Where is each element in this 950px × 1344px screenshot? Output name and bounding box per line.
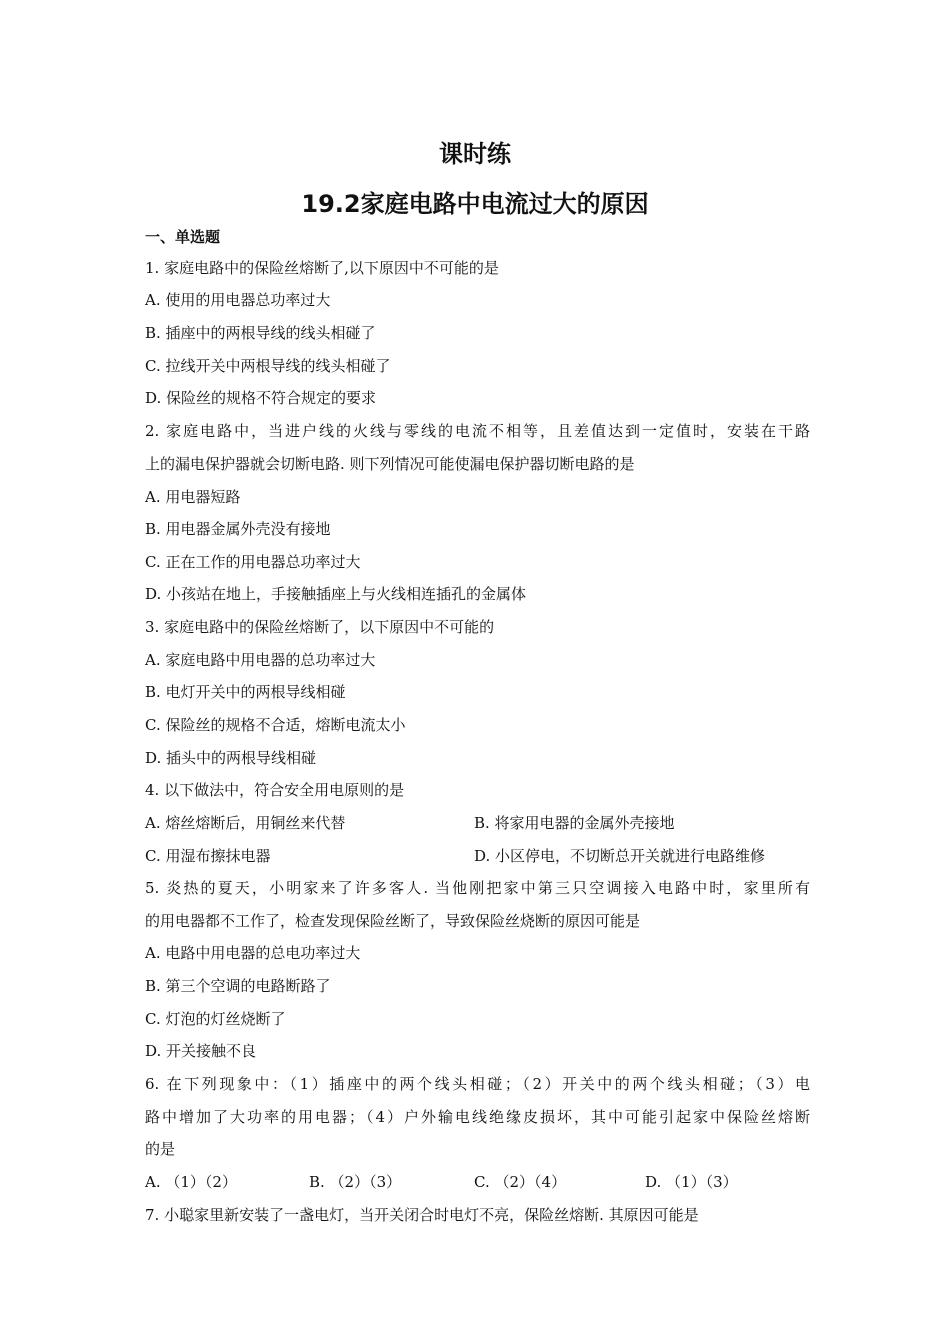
question-4-option-a: A. 熔丝熔断后，用铜丝来代替 (145, 814, 346, 832)
question-4-stem: 4. 以下做法中，符合安全用电原则的是 (145, 781, 405, 799)
question-1-option-c: C. 拉线开关中两根导线的线头相碰了 (145, 357, 391, 375)
question-2-option-c: C. 正在工作的用电器总功率过大 (145, 553, 361, 571)
question-2-stem-line-1: 2. 家庭电路中，当进户线的火线与零线的电流不相等，且差值达到一定值时，安装在干路 (145, 422, 810, 440)
question-4-option-b: B. 将家用电器的金属外壳接地 (474, 814, 675, 832)
question-3-option-d: D. 插头中的两根导线相碰 (145, 749, 317, 767)
question-2-stem-line-2: 上的漏电保护器就会切断电路. 则下列情况可能使漏电保护器切断电路的是 (145, 455, 635, 473)
question-1-option-b: B. 插座中的两根导线的线头相碰了 (145, 324, 376, 342)
question-2-option-b: B. 用电器金属外壳没有接地 (145, 520, 331, 538)
question-1-option-a: A. 使用的用电器总功率过大 (145, 291, 331, 309)
question-6-option-a: A. （1）（2） (145, 1173, 237, 1191)
question-5-stem-line-2: 的用电器都不工作了，检查发现保险丝断了，导致保险丝烧断的原因可能是 (145, 912, 641, 930)
question-1-option-d: D. 保险丝的规格不符合规定的要求 (145, 389, 377, 407)
page-title: 课时练 (439, 140, 511, 168)
question-6-stem-line-2: 路中增加了大功率的用电器；（4）户外输电线绝缘皮损坏，其中可能引起家中保险丝熔断 (145, 1108, 810, 1126)
question-5-option-b: B. 第三个空调的电路断路了 (145, 977, 331, 995)
question-6-stem-line-1: 6. 在下列现象中：（1）插座中的两个线头相碰；（2）开关中的两个线头相碰；（3）电 (145, 1075, 810, 1093)
question-5-option-a: A. 电路中用电器的总电功率过大 (145, 944, 361, 962)
question-2-option-d: D. 小孩站在地上，手接触插座上与火线相连插孔的金属体 (145, 585, 527, 603)
question-5-option-d: D. 开关接触不良 (145, 1042, 257, 1060)
question-7-stem: 7. 小聪家里新安装了一盏电灯，当开关闭合时电灯不亮，保险丝熔断. 其原因可能是 (145, 1206, 699, 1224)
question-3-option-b: B. 电灯开关中的两根导线相碰 (145, 683, 346, 701)
question-3-option-c: C. 保险丝的规格不合适，熔断电流太小 (145, 716, 406, 734)
question-6-option-c: C. （2）（4） (474, 1173, 567, 1191)
question-3-option-a: A. 家庭电路中用电器的总功率过大 (145, 651, 376, 669)
question-5-stem-line-1: 5. 炎热的夏天，小明家来了许多客人. 当他刚把家中第三只空调接入电路中时，家里所有 (145, 879, 810, 897)
question-5-option-c: C. 灯泡的灯丝烧断了 (145, 1010, 286, 1028)
question-6-option-b: B. （2）（3） (309, 1173, 402, 1191)
lesson-subtitle: 19.2家庭电路中电流过大的原因 (301, 190, 649, 218)
question-3-stem: 3. 家庭电路中的保险丝熔断了，以下原因中不可能的 (145, 618, 495, 636)
section-heading: 一、单选题 (145, 228, 221, 246)
question-6-stem-line-3: 的是 (145, 1140, 176, 1158)
question-6-option-d: D. （1）（3） (645, 1173, 738, 1191)
question-1-stem: 1. 家庭电路中的保险丝熔断了,以下原因中不可能的是 (145, 259, 499, 277)
question-2-option-a: A. 用电器短路 (145, 488, 241, 506)
question-4-option-d: D. 小区停电，不切断总开关就进行电路维修 (474, 847, 766, 865)
question-4-option-c: C. 用湿布擦抹电器 (145, 847, 271, 865)
